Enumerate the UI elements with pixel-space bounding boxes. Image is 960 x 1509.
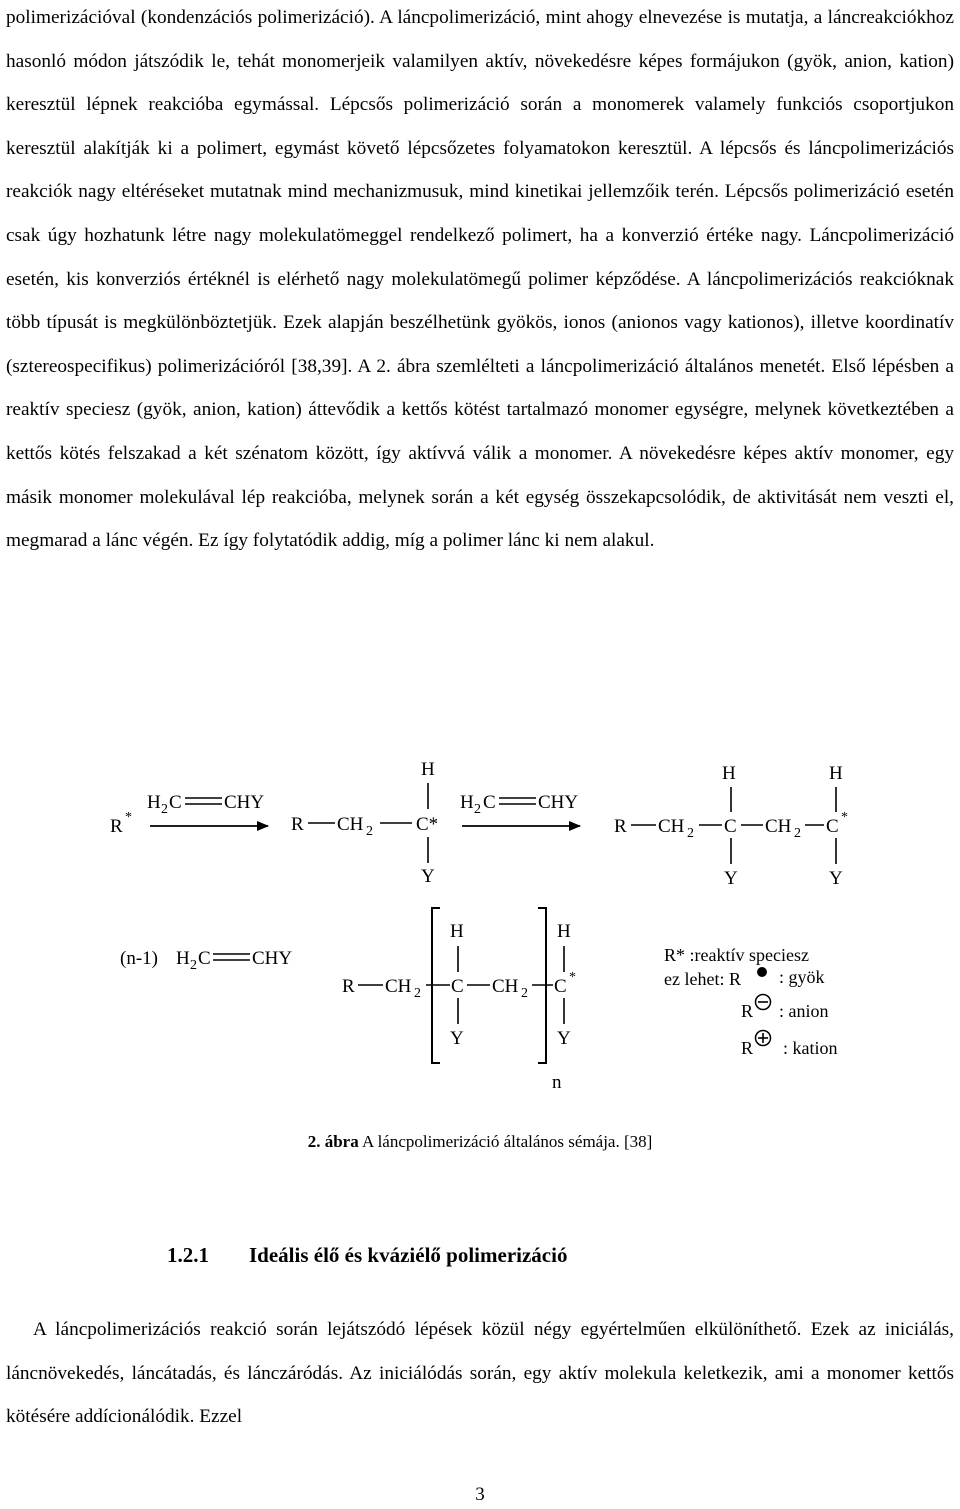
monomer-C: C <box>483 792 496 813</box>
initiator-R: R <box>110 816 123 837</box>
dimer-H: H <box>829 763 843 784</box>
dimer-H: H <box>722 763 736 784</box>
polymer-star: * <box>569 970 576 985</box>
monomer-H: H <box>176 948 190 969</box>
monomer-sub2: 2 <box>161 802 168 817</box>
monomer-CHY: CHY <box>224 792 265 813</box>
monomer-sub2: 2 <box>190 958 197 973</box>
polymer-CH: CH <box>492 976 519 997</box>
monomer-C: C <box>169 792 182 813</box>
chain-CH: CH <box>337 814 364 835</box>
dimer-Y: Y <box>829 868 843 889</box>
monomer-C: C <box>198 948 211 969</box>
monomer-CHY: CHY <box>252 948 293 969</box>
legend-cation-R: R <box>741 1038 754 1058</box>
legend-radical: : gyök <box>779 967 825 987</box>
section-number: 1.2.1 <box>167 1243 209 1267</box>
legend-cation: : kation <box>783 1038 838 1058</box>
chain-Cstar: C* <box>416 814 439 835</box>
polymer-R: R <box>342 976 355 997</box>
initiator-star: * <box>125 810 132 825</box>
polymer-CH: CH <box>385 976 412 997</box>
dimer-CH: CH <box>765 816 792 837</box>
dimer-R: R <box>614 816 627 837</box>
body-paragraph: A láncpolimerizációs reakció során lejátszódó lépések közül négy egyértelműen elkülöníthető. Ezek az iniciálás, láncnövekedés, láncátadás, és lánczáródás. Az iniciálódás során, egy aktív molekula keletkezik, ami a monomer kettős kötésére addícionálódik. Ezzel <box>6 1319 954 1428</box>
reaction-scheme-figure <box>0 745 960 1165</box>
radical-dot-icon <box>757 967 767 977</box>
page-number: 3 <box>475 1484 485 1505</box>
chain-sub2: 2 <box>366 824 373 839</box>
dimer-Y: Y <box>724 868 738 889</box>
figure-caption <box>0 1132 960 1152</box>
body-paragraph: polimerizációval (kondenzációs polimerizáció). A láncpolimerizáció, mint ahogy elnevezése is mutatja, a láncreakciókhoz hasonló módon játszódik le, tehát monomerjeik valamilyen aktív, növekedésre képes formájukon (gyök, anion, kation) keresztül lépnek reakcióba egymással. Lépcsős polimerizáció során a monomerek valamely funkciós csoportjukon keresztül alakítják ki a polimert, egymást követő lépcsőzetes folyamatokon keresztül. A lépcsős és láncpolimerizációs reakciók nagy eltéréseket mutatnak mind mechanizmusuk, mind kinetikai jellemzőik terén. Lépcsős polimerizáció esetén csak úgy hozhatunk létre nagy molekulatömeggel rendelkező polimert, ha a konverzió értéke nagy. Láncpolimerizáció esetén, kis konverziós értéknél is elérhető nagy molekulatömegű polimer képződése. A láncpolimerizációs reakcióknak több típusát is megkülönböztetjük. Ezek alapján beszélhetünk gyökös, ionos (anionos vagy kationos), illetve koordinatív (sztereospecifikus) polimerizációról [38,39]. A 2. ábra szemlélteti a láncpolimerizáció általános menetét. Első lépésben a reaktív speciesz (gyök, anion, kation) áttevődik a kettős kötést tartalmazó monomer egységre, melynek következtében a kettős kötés felszakad a két szénatom között, így aktívvá válik a monomer. A növekedésre képes aktív monomer, egy másik monomer molekulával lép reakcióba, melynek során a két egység összekapcsolódik, de aktivitását nem veszti el, megmarad a lánc végén. Ez így folytatódik addig, míg a polimer lánc ki nem alakul. <box>6 7 954 552</box>
figure-caption-text: A láncpolimerizáció általános sémája. [38] <box>358 1132 653 1151</box>
monomer-CHY: CHY <box>538 792 579 813</box>
dimer-C: C <box>724 816 737 837</box>
chain-Y: Y <box>421 866 435 887</box>
legend-anion-R: R <box>741 1001 754 1021</box>
legend-line1: R* :reaktív speciesz <box>664 945 809 965</box>
chain-R: R <box>291 814 304 835</box>
dimer-sub2: 2 <box>794 826 801 841</box>
polymer-Y: Y <box>557 1028 571 1049</box>
dimer-CH: CH <box>658 816 685 837</box>
reaction-scheme-diagram <box>0 745 960 1125</box>
polymer-C: C <box>554 976 567 997</box>
section-title: Ideális élő és kváziélő polimerizáció <box>249 1243 568 1267</box>
repeat-n: n <box>552 1072 562 1093</box>
legend-anion: : anion <box>779 1001 829 1021</box>
dimer-C: C <box>826 816 839 837</box>
legend-line2: ez lehet: R <box>664 969 741 989</box>
polymer-Y: Y <box>450 1028 464 1049</box>
monomer-H: H <box>460 792 474 813</box>
polymer-H: H <box>450 921 464 942</box>
polymer-H: H <box>557 921 571 942</box>
dimer-star: * <box>841 810 848 825</box>
polymer-sub2: 2 <box>521 986 528 1001</box>
chain-H: H <box>421 759 435 780</box>
dimer-sub2: 2 <box>687 826 694 841</box>
monomer-count: (n-1) <box>120 948 158 969</box>
polymer-sub2: 2 <box>414 986 421 1001</box>
figure-caption-label: 2. ábra <box>307 1132 359 1151</box>
polymer-C: C <box>451 976 464 997</box>
section-heading <box>167 1243 567 1268</box>
monomer-sub2: 2 <box>474 802 481 817</box>
monomer-H: H <box>147 792 161 813</box>
